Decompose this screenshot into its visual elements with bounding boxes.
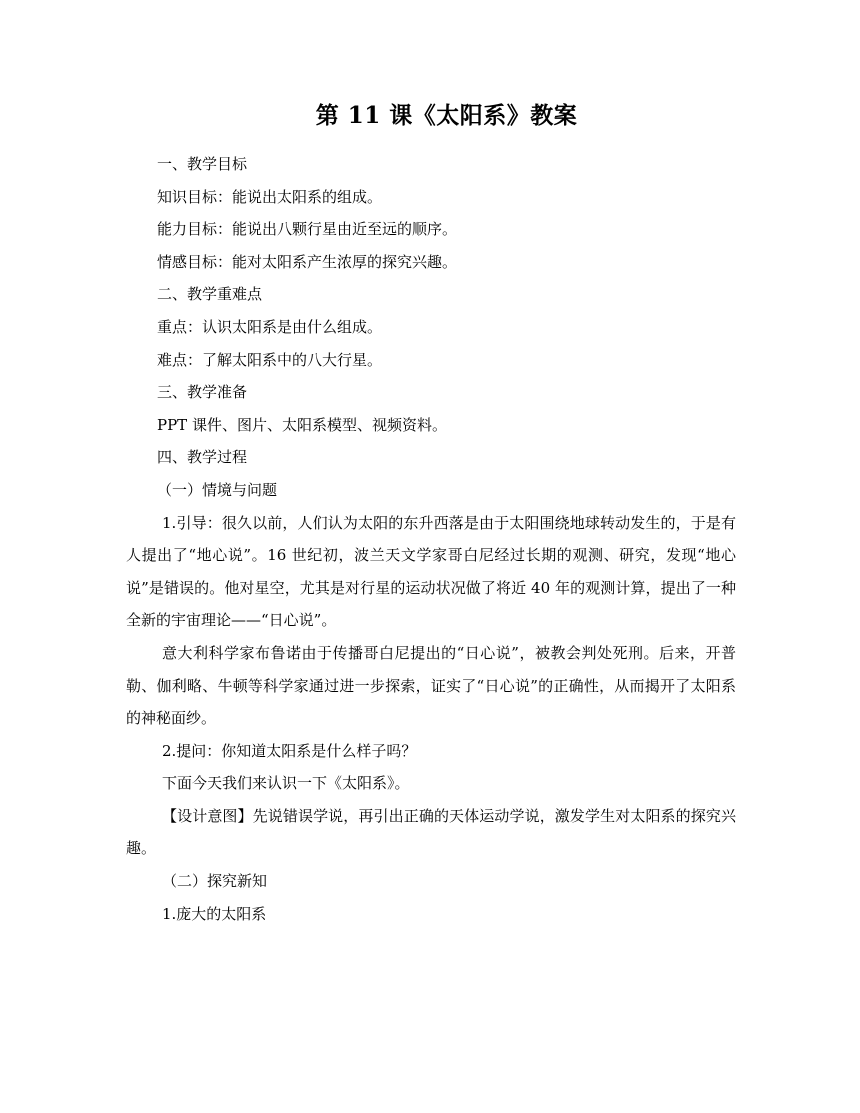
document-body: [126, 148, 736, 930]
section-heading-preparation: 三、教学准备: [157, 383, 248, 402]
paragraph-emotion-goal: 情感目标：能对太阳系产生浓厚的探究兴趣。: [157, 252, 458, 271]
paragraph-solar-system: 1.庞大的太阳系: [162, 904, 267, 923]
section-heading-key-points: 二、教学重难点: [157, 285, 263, 304]
paragraph-lead-in: 下面今天我们来认识一下《太阳系》。: [162, 774, 410, 793]
paragraph-difficulty: 难点：了解太阳系中的八大行星。: [157, 350, 383, 369]
paragraph-introduction: 1.引导：很久以前，人们认为太阳的东升西落是由于太阳围绕地球转动发生的，于是有人提出了“地心说”。16 世纪初，波兰天文学家哥白尼经过长期的观测、研究，发现“地心说”是错误的。他对星空，尤其是对行星的运动状况做了将近 40 年的观测计算，提出了一种全新的宇宙理论——“日心说”。: [126, 513, 736, 630]
section-heading-objectives: 一、教学目标: [157, 155, 248, 173]
paragraph-design-intent: 【设计意图】先说错误学说，再引出正确的天体运动学说，激发学生对太阳系的探究兴趣。: [126, 806, 736, 858]
paragraph-knowledge-goal: 知识目标：能说出太阳系的组成。: [157, 187, 383, 206]
paragraph-materials: PPT 课件、图片、太阳系模型、视频资料。: [157, 415, 447, 434]
paragraph-key-point: 重点：认识太阳系是由什么组成。: [157, 317, 383, 336]
subsection-heading-explore: （二）探究新知: [162, 872, 268, 891]
section-heading-process: 四、教学过程: [157, 448, 248, 467]
paragraph-question: 2.提问：你知道太阳系是什么样子吗？: [162, 741, 417, 760]
paragraph-bruno: 意大利科学家布鲁诺由于传播哥白尼提出的“日心说”，被教会判处死刑。后来，开普勒、伽利略、牛顿等科学家通过进一步探索，证实了“日心说”的正确性，从而揭开了太阳系的神秘面纱。: [126, 643, 736, 728]
subsection-heading-situation: （一）情境与问题: [157, 480, 278, 499]
paragraph-ability-goal: 能力目标：能说出八颗行星由近至远的顺序。: [157, 220, 458, 239]
document-title: 第 11 课《太阳系》教案: [315, 102, 578, 129]
